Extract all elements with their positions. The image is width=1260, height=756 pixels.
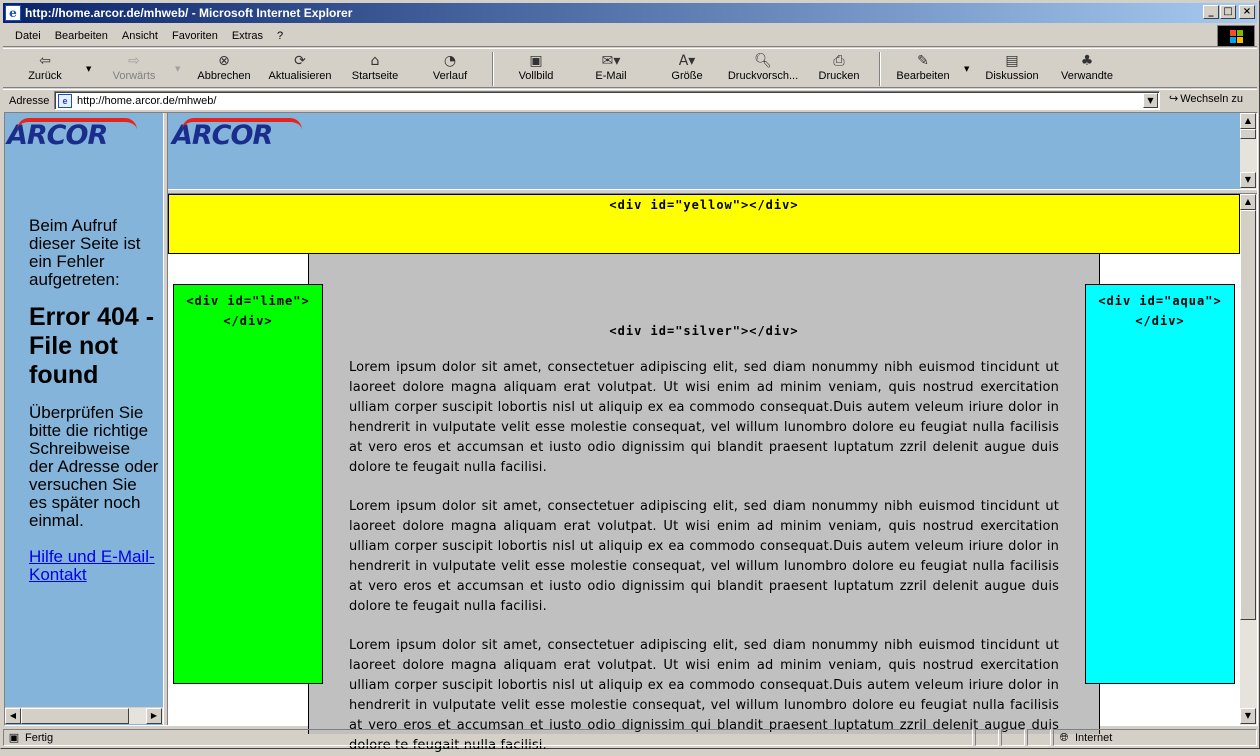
scroll-down-icon[interactable]: ▼ (1240, 172, 1256, 188)
error-message (29, 217, 159, 584)
home-icon: ⌂ (370, 53, 380, 69)
stop-label: Abbrechen (197, 70, 251, 82)
fullscreen-icon: ▣ (529, 53, 543, 69)
print-preview-icon: 🔍︎ (754, 53, 772, 69)
mail-icon: ✉▾ (601, 53, 621, 69)
arcor-logo (7, 121, 107, 151)
zone-pane (1053, 729, 1257, 746)
history-button[interactable] (423, 52, 477, 86)
back-arrow-icon: ⇦ (39, 53, 51, 69)
status-pane (3, 729, 973, 746)
refresh-label: Aktualisieren (268, 70, 332, 82)
go-arrow-icon: ↪ (1169, 92, 1179, 105)
page-done-icon: ▣ (8, 730, 20, 744)
scroll-thumb[interactable] (1240, 210, 1256, 620)
top-frame (168, 113, 1257, 189)
window-controls (1202, 5, 1255, 19)
lime-div (173, 284, 323, 684)
arcor-logo-top (172, 121, 272, 151)
history-label: Verlauf (432, 70, 468, 82)
related-icon: ♣ (1080, 53, 1094, 69)
yellow-div-label: <div id="yellow"></div> (609, 198, 799, 212)
back-label: Zurück (28, 70, 62, 82)
logo-arc (182, 118, 302, 130)
back-dropdown-icon[interactable]: ▼ (86, 65, 92, 73)
menu-extras[interactable]: Extras (231, 29, 264, 42)
refresh-icon: ⟳ (294, 53, 306, 69)
forward-label: Vorwärts (112, 70, 156, 82)
font-size-button[interactable] (665, 52, 709, 86)
address-input[interactable] (54, 91, 1160, 110)
lorem-paragraph: Lorem ipsum dolor sit amet, consectetuer adipiscing elit, sed diam nonummy nibh euismod tincidunt ut laoreet dolore magna aliquam erat volutpat. Ut wisi enim ad minim veniam, quis nostrud exercitation ulliam corper suscipit lobortis nisl ut aliquip ex ea commodo consequat.Duis autem veleum iriure dolor in hendrerit in vulputate velit esse molestie consequat, vel willum lunombro dolore eu feugiat nulla facilisis at vero eros et accumsan et iusto odio dignissim qui blandit praesent luptatum zzril delenit augue duis dolore te feugait nulla facilisi. (349, 360, 1059, 475)
error-hint: Überprüfen Sie bitte die richtige Schreibweise der Adresse oder versuchen Sie es später noch einmal. (29, 403, 159, 530)
address-url[interactable]: http://home.arcor.de/mhweb/ (77, 94, 217, 107)
size-label: Größe (671, 70, 703, 82)
status-pane-empty (975, 729, 999, 746)
mail-button[interactable] (588, 52, 634, 86)
menu-bearbeiten[interactable]: Bearbeiten (54, 29, 108, 42)
printer-icon: ⎙ (833, 53, 845, 69)
scroll-left-icon[interactable]: ◀ (5, 708, 21, 724)
ie-logo-icon: e (5, 5, 21, 21)
standard-toolbar (3, 48, 1257, 88)
logo-text: ARCOR (172, 120, 273, 151)
discuss-icon: ▤ (1005, 53, 1019, 69)
address-dropdown-icon[interactable]: ▼ (1143, 93, 1158, 108)
menu-bar (3, 25, 1257, 47)
scroll-up-icon[interactable]: ▲ (1240, 113, 1256, 129)
scroll-thumb[interactable] (1240, 129, 1256, 139)
discuss-label: Diskussion (985, 70, 1039, 82)
scroll-thumb[interactable] (21, 708, 129, 724)
menu-favoriten[interactable]: Favoriten (171, 29, 218, 42)
back-button[interactable] (15, 52, 75, 86)
aqua-div (1085, 284, 1235, 684)
related-button[interactable] (1055, 52, 1119, 86)
fullscreen-button[interactable] (508, 52, 564, 86)
silver-div-label: <div id="silver"></div> (609, 324, 799, 338)
home-button[interactable] (346, 52, 404, 86)
windows-flag-icon (1230, 30, 1244, 43)
left-horizontal-scrollbar[interactable] (5, 707, 163, 724)
related-label: Verwandte (1061, 70, 1113, 82)
scroll-up-icon[interactable]: ▲ (1240, 194, 1256, 210)
go-label: Wechseln zu (1180, 92, 1243, 105)
edit-label: Bearbeiten (896, 70, 950, 82)
error-intro: Beim Aufruf dieser Seite ist ein Fehler aufgetreten: (29, 216, 141, 289)
logo-text: ARCOR (7, 120, 108, 151)
print-label: Drucken (818, 70, 860, 82)
print-preview-label: Druckvorsch... (727, 70, 799, 82)
discuss-button[interactable] (981, 52, 1043, 86)
go-button[interactable] (1169, 92, 1243, 105)
address-label: Adresse (9, 94, 50, 107)
scroll-right-icon[interactable]: ▶ (146, 708, 162, 724)
minimize-button[interactable]: _ (1203, 5, 1219, 19)
title-bar[interactable] (3, 3, 1257, 23)
yellow-div (168, 194, 1240, 254)
error-title: Error 404 - File not found (29, 303, 155, 389)
status-text: Fertig (25, 731, 54, 744)
status-pane-empty (1027, 729, 1051, 746)
mail-label: E-Mail (595, 70, 627, 82)
edit-icon: ✎ (917, 53, 929, 69)
window-title: http://home.arcor.de/mhweb/ - Microsoft Internet Explorer (25, 6, 353, 20)
zone-text: Internet (1075, 731, 1113, 744)
forward-button[interactable] (103, 52, 165, 86)
toolbar-separator (492, 52, 494, 86)
fullscreen-label: Vollbild (518, 70, 554, 82)
help-link[interactable]: Hilfe und E-Mail-Kontakt (29, 547, 155, 584)
print-preview-button[interactable] (725, 52, 801, 86)
print-button[interactable] (813, 52, 865, 86)
menu-ansicht[interactable]: Ansicht (121, 29, 158, 42)
windows-logo-throbber (1217, 25, 1255, 47)
status-bar (3, 728, 1257, 747)
toolbar-separator (879, 52, 881, 86)
home-label: Startseite (351, 70, 399, 82)
menu-datei[interactable]: Datei (15, 29, 41, 42)
page-icon: e (58, 94, 72, 108)
logo-arc (17, 118, 137, 130)
main-vertical-scrollbar[interactable] (1240, 194, 1257, 725)
lorem-paragraph: Lorem ipsum dolor sit amet, consectetuer adipiscing elit, sed diam nonummy nibh euismod tincidunt ut laoreet dolore magna aliquam erat volutpat. Ut wisi enim ad minim veniam, quis nostrud exercitation ulliam corper suscipit lobortis nisl ut aliquip ex ea commodo consequat.Duis autem veleum iriure dolor in hendrerit in vulputate velit esse molestie consequat, vel willum lunombro dolore eu feugiat nulla facilisis at vero eros et accumsan et iusto odio dignissim qui blandit praesent luptatum zzril delenit augue duis dolore te feugait nulla facilisi. (349, 638, 1059, 753)
lime-div-label: <div id="lime"></div> (186, 294, 310, 328)
forward-dropdown-icon[interactable]: ▼ (175, 65, 181, 73)
edit-button[interactable] (892, 52, 954, 86)
left-frame (5, 113, 163, 725)
history-icon: ◔ (443, 53, 457, 69)
refresh-button[interactable] (265, 52, 335, 86)
internet-globe-icon: 🌐︎ (1059, 730, 1069, 744)
top-vertical-scrollbar[interactable] (1240, 113, 1257, 189)
address-bar (3, 89, 1257, 111)
close-button[interactable]: × (1239, 5, 1255, 19)
maximize-button[interactable]: □ (1220, 5, 1236, 19)
forward-arrow-icon: ⇨ (128, 53, 140, 69)
edit-dropdown-icon[interactable]: ▼ (964, 65, 970, 73)
status-pane-empty (1001, 729, 1025, 746)
lorem-paragraph: Lorem ipsum dolor sit amet, consectetuer adipiscing elit, sed diam nonummy nibh euismod tincidunt ut laoreet dolore magna aliquam erat volutpat. Ut wisi enim ad minim veniam, quis nostrud exercitation ulliam corper suscipit lobortis nisl ut aliquip ex ea commodo consequat.Duis autem veleum iriure dolor in hendrerit in vulputate velit esse molestie consequat, vel willum lunombro dolore eu feugiat nulla facilisis at vero eros et accumsan et iusto odio dignissim qui blandit praesent luptatum zzril delenit augue duis dolore te feugait nulla facilisi. (349, 499, 1059, 614)
scroll-down-icon[interactable]: ▼ (1240, 708, 1256, 724)
aqua-div-label: <div id="aqua"></div> (1098, 294, 1222, 328)
stop-button[interactable] (191, 52, 257, 86)
stop-icon: ⊗ (218, 53, 230, 69)
font-size-icon: A▾ (678, 53, 696, 69)
menu-help[interactable]: ? (277, 29, 284, 42)
